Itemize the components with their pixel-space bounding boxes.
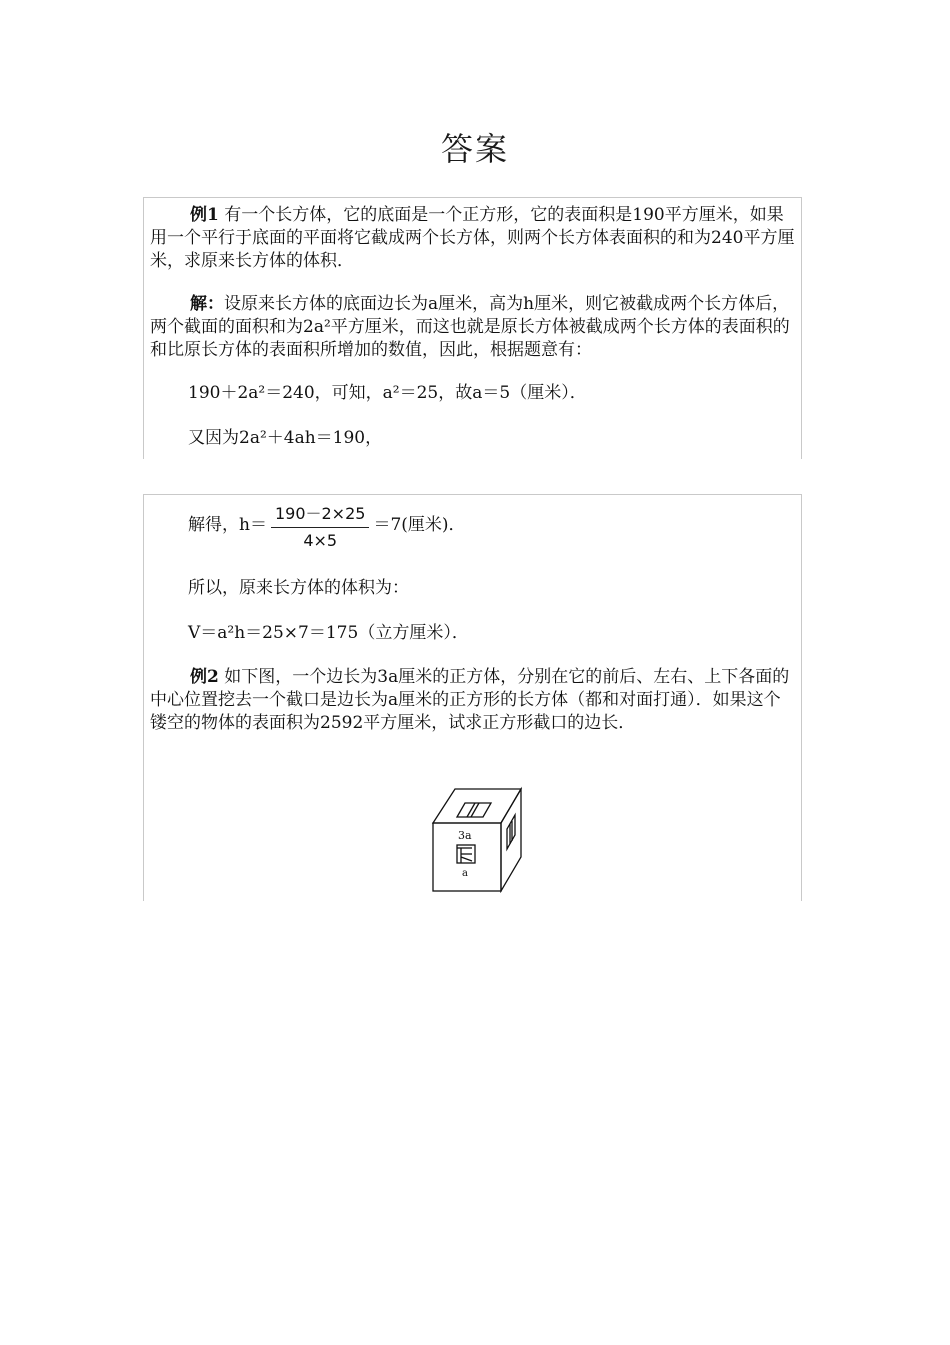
example1-panel (143, 197, 802, 459)
equation-2: 又因为2a²＋4ah＝190， (188, 428, 383, 448)
fraction-denominator: 4×5 (303, 531, 338, 550)
page-title: 答案 (440, 130, 509, 168)
equation-1: 190＋2a²＝240，可知，a²＝25，故a＝5（厘米）． (188, 383, 587, 403)
example1-problem-text: 有一个长方体，它的底面是一个正方形，它的表面积是190平方厘米，如果用一个平行于底面的平面将它截成两个长方体，则两个长方体表面积的和为240平方厘米，求原来长方体的体积． (150, 205, 795, 271)
cube-right-face (501, 789, 521, 891)
fraction-numerator: 190－2×25 (271, 501, 370, 528)
example1-solution (150, 293, 797, 362)
example1-label: 例1 (190, 205, 219, 225)
solve-prefix: 解得，h＝ (188, 515, 267, 535)
solution-label: 解： (190, 294, 224, 314)
label-3a: 3a (458, 829, 472, 842)
example2-problem-text: 如下图，一个边长为3a厘米的正方体，分别在它的前后、左右、上下各面的中心位置挖去一个截口是边长为a厘米的正方形的长方体（都和对面打通）．如果这个镂空的物体的表面积为2592平方厘米，试求正方形截口的边长． (150, 667, 790, 733)
right-opening (507, 815, 515, 849)
solution-text: 设原来长方体的底面边长为a厘米，高为h厘米，则它被截成两个长方体后，两个截面的面积和为2a²平方厘米，而这也就是原长方体被截成两个长方体的表面积的和比原长方体的表面积所增加的数值，因此，根据题意有： (150, 294, 790, 360)
example2-problem (150, 666, 797, 735)
solve-suffix: ＝7(厘米)． (373, 515, 466, 535)
volume-equation: V＝a²h＝25×7＝175（立方厘米）． (188, 623, 469, 643)
label-a: a (462, 868, 468, 879)
volume-intro: 所以，原来长方体的体积为： (188, 578, 409, 598)
hollow-cube-figure (431, 785, 523, 893)
example1-problem (150, 204, 797, 273)
solve-h-line (188, 501, 466, 550)
h-fraction (271, 501, 370, 550)
example2-label: 例2 (190, 667, 219, 687)
example2-panel (143, 494, 802, 901)
